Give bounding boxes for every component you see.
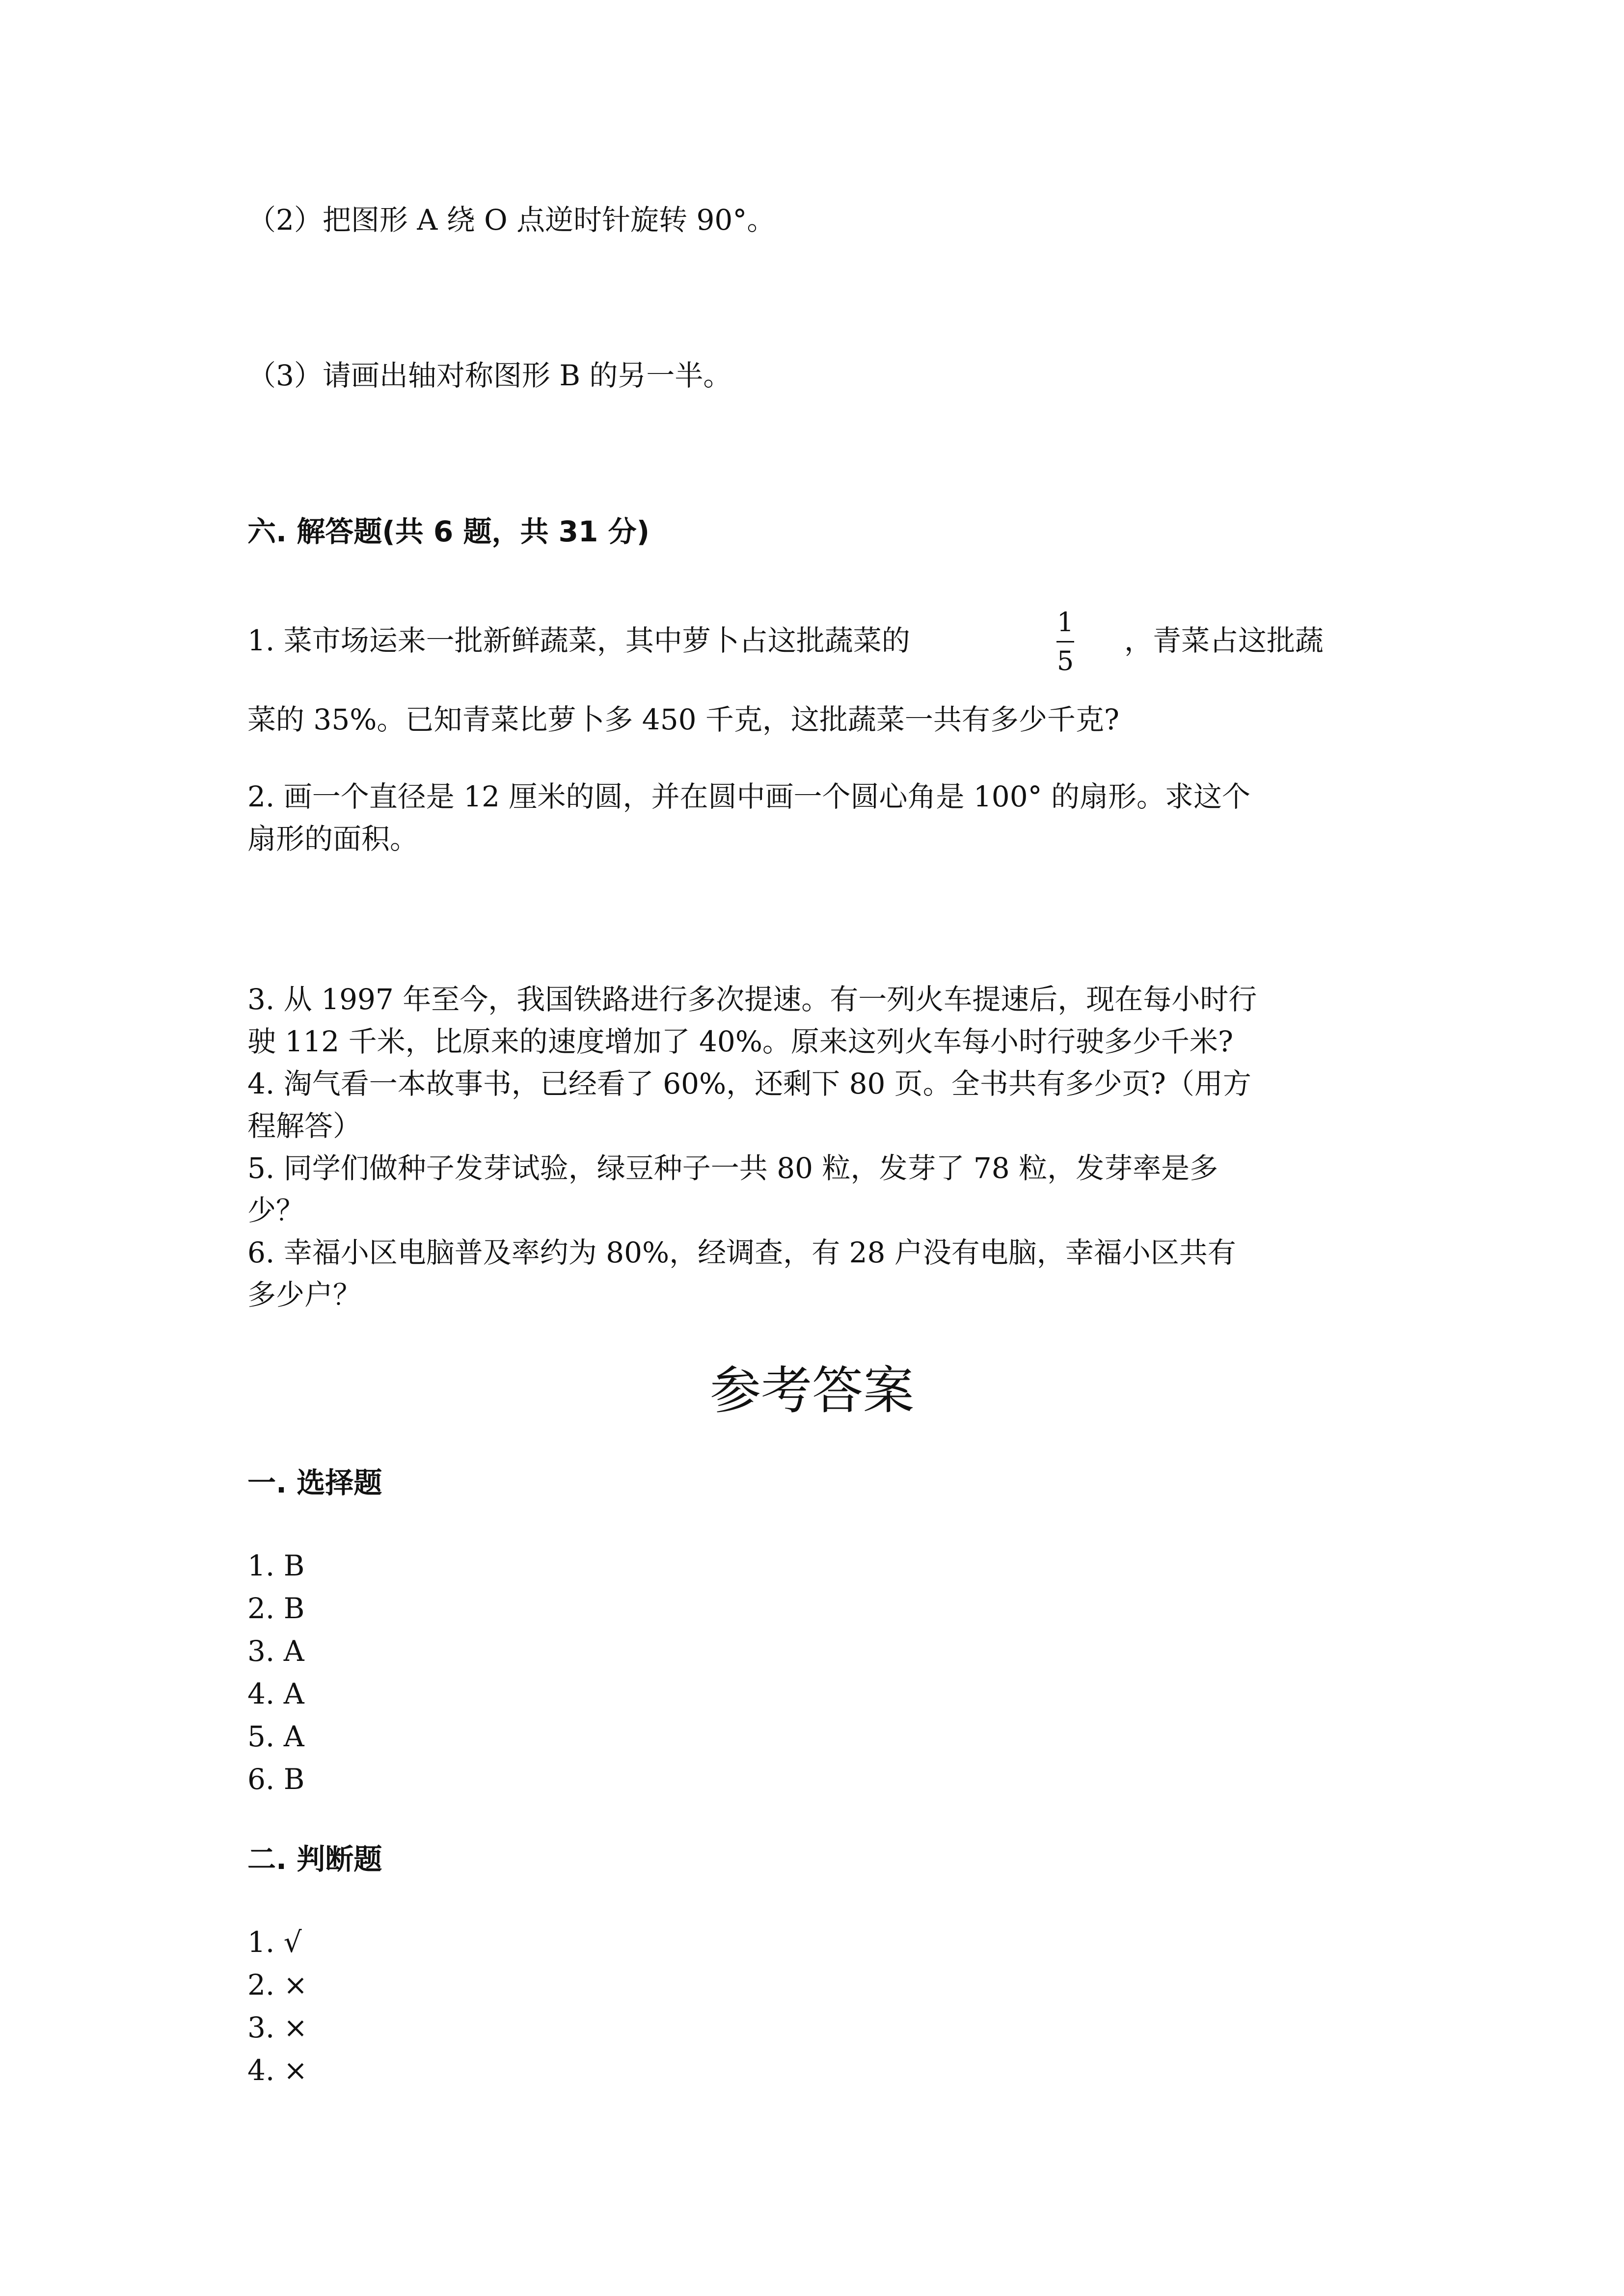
answer-key-title: 参考答案 [709, 1361, 914, 1420]
answer-1-2: 2. B [247, 1592, 305, 1625]
answers-section-1-heading: 一. 选择题 [247, 1466, 382, 1499]
fraction-bar [1056, 641, 1074, 642]
answer-1-3: 3. A [247, 1634, 304, 1668]
question-2-line-2: 扇形的面积。 [247, 822, 419, 855]
question-1-line-1-end: ，青菜占这批蔬 [1124, 624, 1324, 657]
question-6-line-2: 多少户？ [247, 1278, 362, 1311]
fraction-one-fifth [1051, 609, 1080, 675]
question-5-line-2: 少？ [247, 1194, 305, 1227]
question-2-line-1: 2. 画一个直径是 12 厘米的圆，并在圆中画一个圆心角是 100° 的扇形。求这个 [247, 780, 1251, 813]
section-6-heading: 六. 解答题(共 6 题，共 31 分) [247, 515, 650, 548]
answer-2-3: 3. × [247, 2011, 308, 2044]
fraction-numerator: 1 [1056, 607, 1074, 638]
question-3-line-2: 驶 112 千米，比原来的速度增加了 40%。原来这列火车每小时行驶多少千米? [247, 1025, 1234, 1058]
answer-1-1: 1. B [247, 1549, 305, 1582]
answer-1-5: 5. A [247, 1720, 304, 1753]
answer-2-4: 4. × [247, 2054, 308, 2087]
fraction-denominator: 5 [1056, 645, 1074, 676]
question-1-line-1: 1. 菜市场运来一批新鲜蔬菜，其中萝卜占这批蔬菜的 [247, 624, 910, 657]
question-1-line-2: 菜的 35%。已知青菜比萝卜多 450 千克，这批蔬菜一共有多少千克? [247, 703, 1120, 736]
instruction-3: （3）请画出轴对称图形 B 的另一半。 [247, 359, 732, 392]
question-6-line-1: 6. 幸福小区电脑普及率约为 80%，经调查，有 28 户没有电脑，幸福小区共有 [247, 1236, 1236, 1269]
answers-section-2-heading: 二. 判断题 [247, 1842, 382, 1876]
question-4-line-1: 4. 淘气看一本故事书，已经看了 60%，还剩下 80 页。全书共有多少页?（用方 [247, 1067, 1251, 1100]
instruction-2: （2）把图形 A 绕 O 点逆时针旋转 90°。 [247, 203, 776, 237]
question-3-line-1: 3. 从 1997 年至今，我国铁路进行多次提速。有一列火车提速后，现在每小时行 [247, 983, 1257, 1016]
question-4-line-2: 程解答） [247, 1109, 362, 1143]
answer-2-2: 2. × [247, 1968, 308, 2002]
question-5-line-1: 5. 同学们做种子发芽试验，绿豆种子一共 80 粒，发芽了 78 粒，发芽率是多 [247, 1151, 1218, 1185]
answer-2-1: 1. √ [247, 1925, 302, 1959]
answer-1-6: 6. B [247, 1762, 305, 1796]
answer-1-4: 4. A [247, 1677, 304, 1710]
